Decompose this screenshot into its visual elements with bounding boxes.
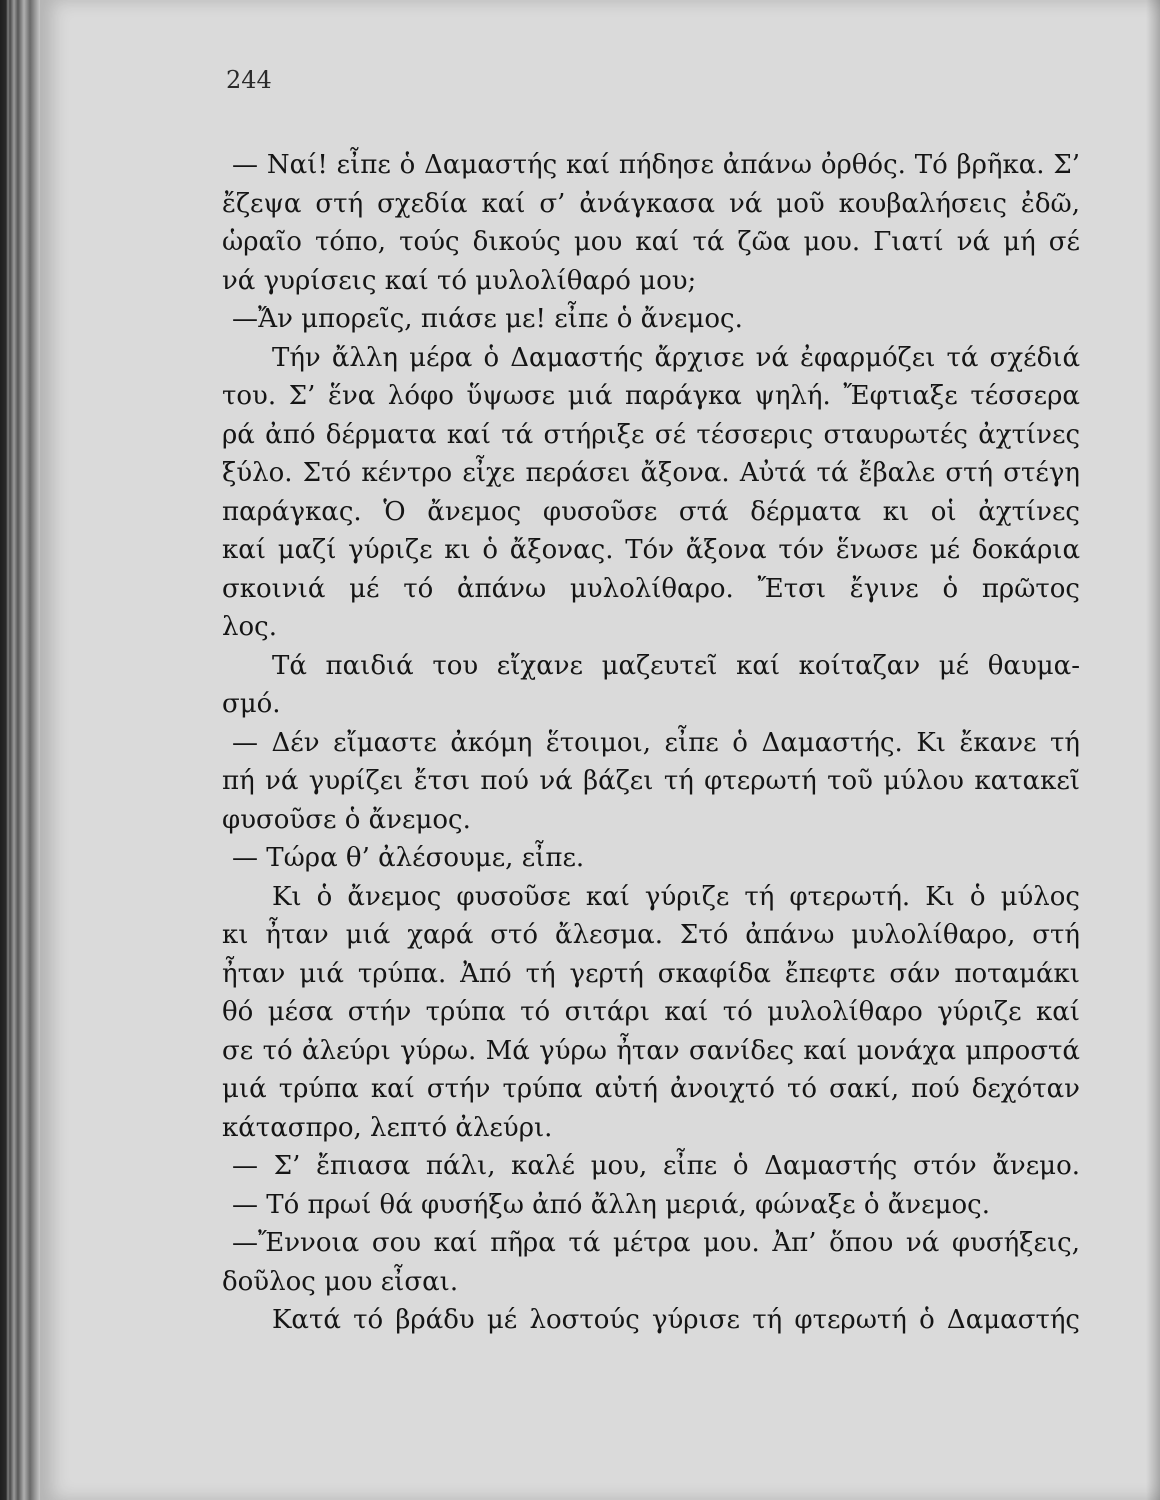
dialog-line: —Ἄν μπορεῖς, πιάσε με! εἶπε ὁ ἄνεμος. — [232, 304, 743, 334]
text-line: λος. — [222, 612, 277, 642]
text-line: σε τό ἀλεύρι γύρω. Μά γύρω ἦταν σανίδες καί μονάχα μπροστά — [222, 1035, 1080, 1066]
text-line: φυσοῦσε ὁ ἄνεμος. — [222, 804, 471, 835]
book-page — [40, 0, 1160, 1500]
text-line: ρά ἀπό δέρματα καί τά στήριξε σέ τέσσερις σταυρωτές ἀχτίνες — [222, 419, 1080, 450]
dialog-line: —Ἔννοια σου καί πῆρα τά μέτρα μου. Ἀπ’ ὅπου νά φυσήξεις, — [232, 1228, 1080, 1258]
dialog-line: — Δέν εἴμαστε ἀκόμη ἕτοιμοι, εἶπε ὁ Δαμαστής. Κι ἔκανε τή — [232, 727, 1080, 758]
text-line: σκοινιά μέ τό ἀπάνω μυλολίθαρο. Ἔτσι ἔγινε ὁ πρῶτος — [222, 573, 1080, 604]
dialog-line: — Τό πρωί θά φυσήξω ἀπό ἄλλη μεριά, φώναξε ὁ ἄνεμος. — [232, 1189, 990, 1220]
page-number: 244 — [226, 66, 272, 94]
paragraph-line: Κατά τό βράδυ μέ λοστούς γύρισε τή φτερωτή ὁ Δαμαστής — [272, 1305, 1080, 1335]
dialog-line: — Ναί! εἶπε ὁ Δαμαστής καί πήδησε ἀπάνω ὀρθός. Τό βρῆκα. Σ’ — [232, 150, 1080, 180]
text-line: ὡραῖο τόπο, τούς δικούς μου καί τά ζῶα μου. Γιατί νά μή σέ — [222, 227, 1080, 257]
text-line: παράγκας. Ὁ ἄνεμος φυσοῦσε στά δέρματα κι οἱ ἀχτίνες — [222, 496, 1080, 527]
body-text — [222, 146, 1080, 1340]
text-line: θό μέσα στήν τρύπα τό σιτάρι καί τό μυλολίθαρο γύριζε καί — [222, 997, 1080, 1027]
dialog-line: — Τώρα θ’ ἀλέσουμε, εἶπε. — [232, 843, 585, 873]
text-line: ἔζεψα στή σχεδία καί σ’ ἀνάγκασα νά μοῦ κουβαλήσεις ἐδῶ, — [222, 188, 1080, 219]
text-line: ξύλο. Στό κέντρο εἶχε περάσει ἄξονα. Αὐτά τά ἔβαλε στή στέγη — [222, 458, 1080, 488]
text-line: μιά τρύπα καί στήν τρύπα αὐτή ἀνοιχτό τό σακί, πού δεχόταν — [222, 1074, 1080, 1104]
paragraph-line: Τά παιδιά του εἴχανε μαζευτεῖ καί κοίταζαν μέ θαυμα- — [272, 650, 1080, 681]
text-line: σμό. — [222, 689, 281, 719]
text-line: ἦταν μιά τρύπα. Ἀπό τή γερτή σκαφίδα ἔπεφτε σάν ποταμάκι — [222, 958, 1080, 989]
text-line: του. Σ’ ἕνα λόφο ὕψωσε μιά παράγκα ψηλή. Ἔφτιαξε τέσσερα — [222, 381, 1080, 411]
paragraph-line: Κι ὁ ἄνεμος φυσοῦσε καί γύριζε τή φτερωτή. Κι ὁ μύλος — [272, 881, 1080, 912]
paragraph-line: Τήν ἄλλη μέρα ὁ Δαμαστής ἄρχισε νά ἐφαρμόζει τά σχέδιά — [272, 342, 1080, 373]
text-line: νά γυρίσεις καί τό μυλολίθαρό μου; — [222, 265, 697, 296]
dialog-line: — Σ’ ἔπιασα πάλι, καλέ μου, εἶπε ὁ Δαμαστής στόν ἄνεμο. — [232, 1151, 1080, 1181]
text-line: κάτασπρο, λεπτό ἀλεύρι. — [222, 1112, 553, 1143]
text-line: καί μαζί γύριζε κι ὁ ἄξονας. Τόν ἄξονα τόν ἕνωσε μέ δοκάρια — [222, 535, 1080, 565]
text-line: πή νά γυρίζει ἔτσι πού νά βάζει τή φτερωτή τοῦ μύλου κατακεῖ — [222, 766, 1080, 796]
text-line: κι ἦταν μιά χαρά στό ἄλεσμα. Στό ἀπάνω μυλολίθαρο, στή — [222, 920, 1080, 950]
text-line: δοῦλος μου εἶσαι. — [222, 1266, 459, 1297]
